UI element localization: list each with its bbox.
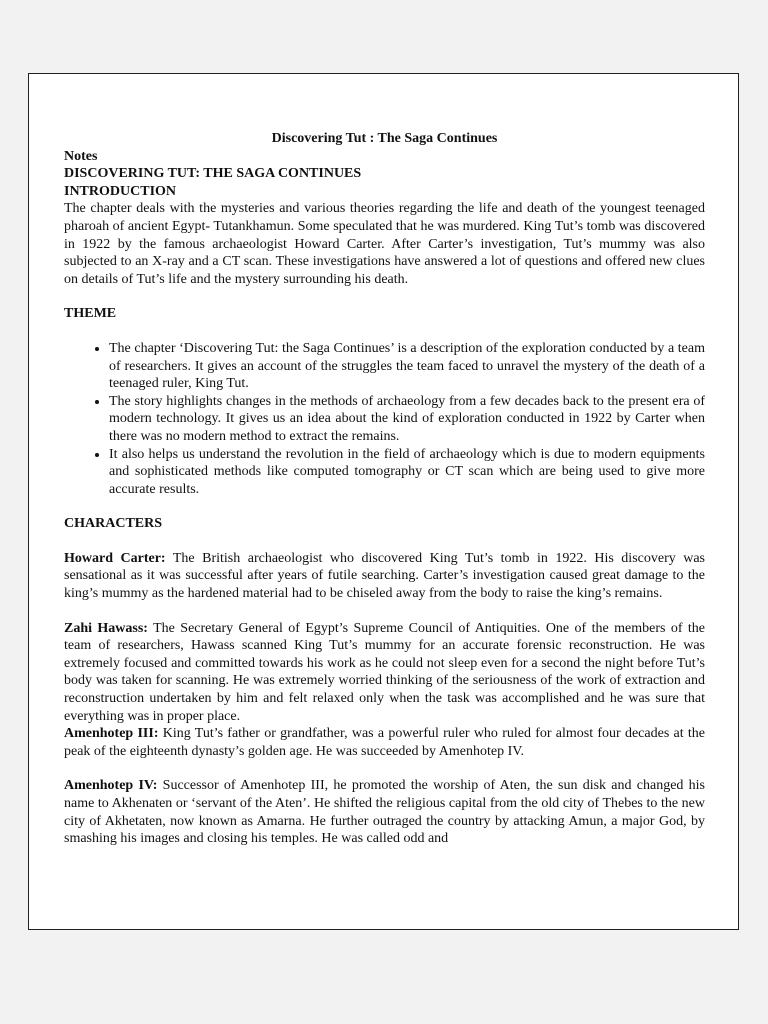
character-name: Howard Carter: (64, 550, 166, 566)
introduction-text: The chapter deals with the mysteries and various theories regarding the life and death of the youngest teenaged pharoah of ancient Egypt- Tutankhamun. Some speculated that he was murdered. King Tut’s tomb was discovered in 1922 by the famous archaeologist Howard Carter. After Carter’s investigation, Tut’s mummy was also subjected to an X-ray and a CT scan. These investigations have answered a lot of questions and offered new clues on details of Tut’s life and the mystery surrounding his death. (64, 201, 705, 287)
introduction-heading: INTRODUCTION (64, 183, 177, 199)
character-description: King Tut’s father or grandfather, was a powerful ruler who ruled for almost four decades at the peak of the eighteenth dynasty’s golden age. He was succeeded by Amenhotep IV. (64, 726, 705, 759)
character-entry-amenhotep-iv (64, 777, 705, 847)
character-name: Amenhotep IV: (64, 778, 158, 794)
character-description: The British archaeologist who discovered King Tut’s tomb in 1922. His discovery was sensational as it was successful after years of futile searching. Carter’s investigation caused great damage to the king’s mummy as the hardened material had to be chiseled away from the body to raise the king’s remains. (64, 550, 706, 602)
characters-heading: CHARACTERS (64, 516, 163, 532)
theme-heading: THEME (64, 306, 117, 322)
theme-item: • The chapter ‘Discovering Tut: the Saga Continues’ is a description of the exploration conducted by a team of researchers. It gives an account of the struggles the team faced to unravel the mystery of the death of a teenaged ruler, King Tut. (109, 340, 705, 393)
character-name: Zahi Hawass: (64, 620, 148, 636)
theme-item: • The story highlights changes in the methods of archaeology from a few decades back to the present era of modern technology. It gives us an idea about the kind of exploration conducted in 1922 by Carter when there was no modern method to extract the remains. (109, 393, 705, 446)
document-content (64, 130, 705, 848)
document-page (28, 73, 739, 930)
character-entry-zahi-hawass (64, 620, 705, 726)
theme-list (64, 340, 705, 498)
character-entry-howard-carter (64, 550, 705, 603)
theme-item: • It also helps us understand the revolution in the field of archaeology which is due to modern equipments and sophisticated methods like computed tomography or CT scan which are being used to give more accurate results. (109, 446, 705, 499)
notes-label: Notes (64, 148, 98, 164)
document-title: Discovering Tut : The Saga Continues (271, 131, 498, 146)
character-entry-amenhotep-iii (64, 725, 705, 760)
character-description: The Secretary General of Egypt’s Supreme Council of Antiquities. One of the members of the team of researchers, Hawass scanned King Tut’s mummy for an accurate forensic reconstruction. He was extremely focused and committed towards his work as he could not sleep even for a second the night before Tut’s body was taken for scanning. He was extremely worried thinking of the seriousness of the work of extraction and reconstruction undertaken by him and felt relaxed only when the task was accomplished and he was sure that everything was in proper place. (64, 620, 705, 724)
chapter-heading: DISCOVERING TUT: THE SAGA CONTINUES (64, 166, 362, 182)
character-description: Successor of Amenhotep III, he promoted the worship of Aten, the sun disk and changed his name to Akhenaten or ‘servant of the Aten’. He shifted the religious capital from the old city of Thebes to the new city of Akhetaten, now known as Amarna. He further outraged the country by attacking Amun, a major God, by smashing his images and closing his temples. He was called odd and (64, 778, 706, 847)
character-name: Amenhotep III: (64, 726, 159, 742)
